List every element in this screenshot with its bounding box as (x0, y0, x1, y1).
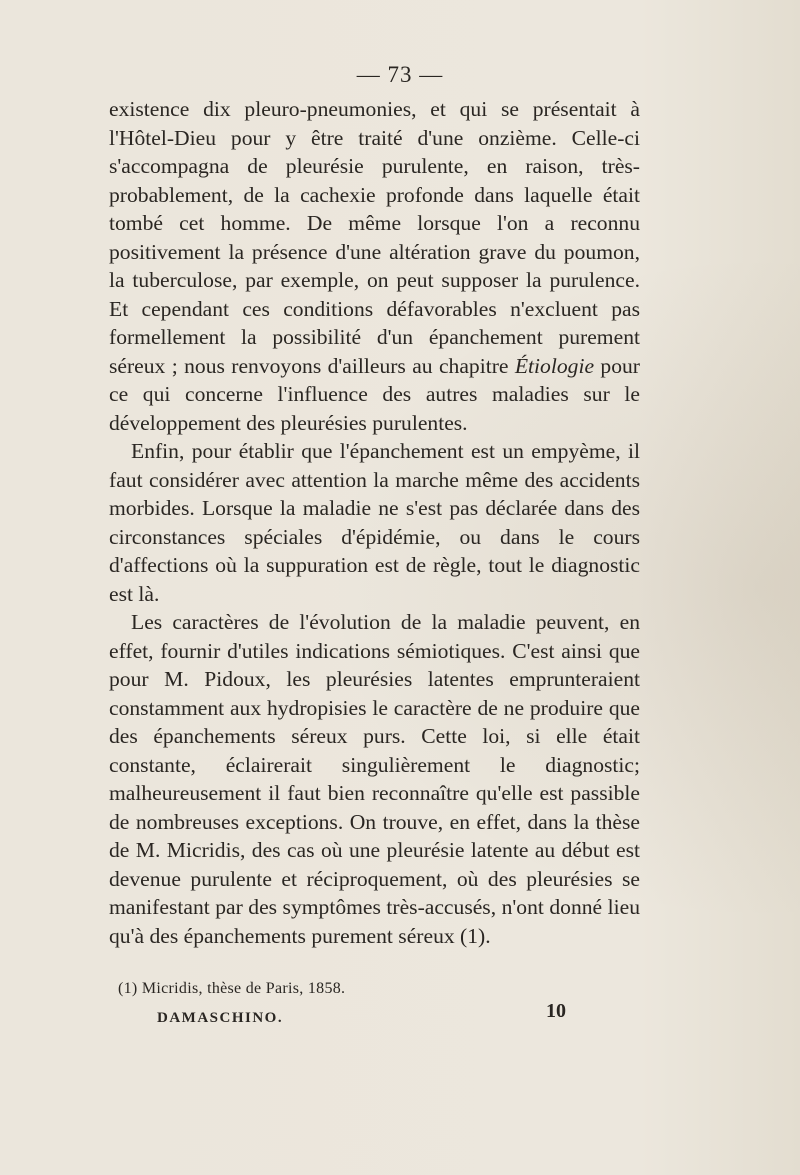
paragraph-3: Les caractères de l'évolution de la maladie peuvent, en effet, fournir d'utiles indications sémiotiques. C'est ainsi que pour M. Pidoux, les pleurésies latentes emprunteraient constamment aux hydropisies le caractère de ne produire que des épanchements séreux purs. Cette loi, si elle était constante, éclairerait singulièrement le diagnostic; malheureusement il faut bien reconnaître qu'elle est passible de nombreuses exceptions. On trouve, en effet, dans la thèse de M. Micridis, des cas où une pleurésie latente au début est devenue purulente et réciproquement, où des pleurésies se manifestant par des symptômes très-accusés, n'ont donné lieu qu'à des épanchements purement séreux (1). (109, 610, 640, 948)
printer-signature: DAMASCHINO. (157, 1010, 284, 1026)
page-number-header: — 73 — (356, 62, 444, 87)
paragraph-1-text: existence dix pleuro-pneumonies, et qui se présentait à l'Hôtel-Dieu pour y être traité d'une onzième. Celle-ci s'accompagna de pleurésie purulente, en raison, très-probablement, de la cachexie profonde dans laquelle était tombé cet homme. De même lorsque l'on a reconnu positivement la présence d'une altération grave du poumon, la tuberculose, par exemple, on peut supposer la purulence. Et cependant ces conditions défavorables n'excluent pas formellement la possibilité d'un épanchement purement séreux ; nous renvoyons d'ailleurs au chapitre (109, 97, 640, 378)
paragraph-1 (109, 95, 640, 437)
paragraph-2: Enfin, pour établir que l'épanchement est un empyème, il faut considérer avec attention la marche même des accidents morbides. Lorsque la maladie ne s'est pas déclarée dans des circonstances spéciales d'épidémie, ou dans le cours d'affections où la suppuration est de règle, tout le diagnostic est là. (109, 439, 640, 606)
sheet-number: 10 (546, 1000, 566, 1022)
paragraph-1-after: pour ce qui concerne l'influence des autres maladies sur le développement des pleurésies purulentes. (109, 353, 640, 435)
etiologie-italic: Étiologie (514, 353, 595, 378)
main-text (109, 95, 640, 950)
footnote: (1) Micridis, thèse de Paris, 1858. (118, 980, 346, 997)
